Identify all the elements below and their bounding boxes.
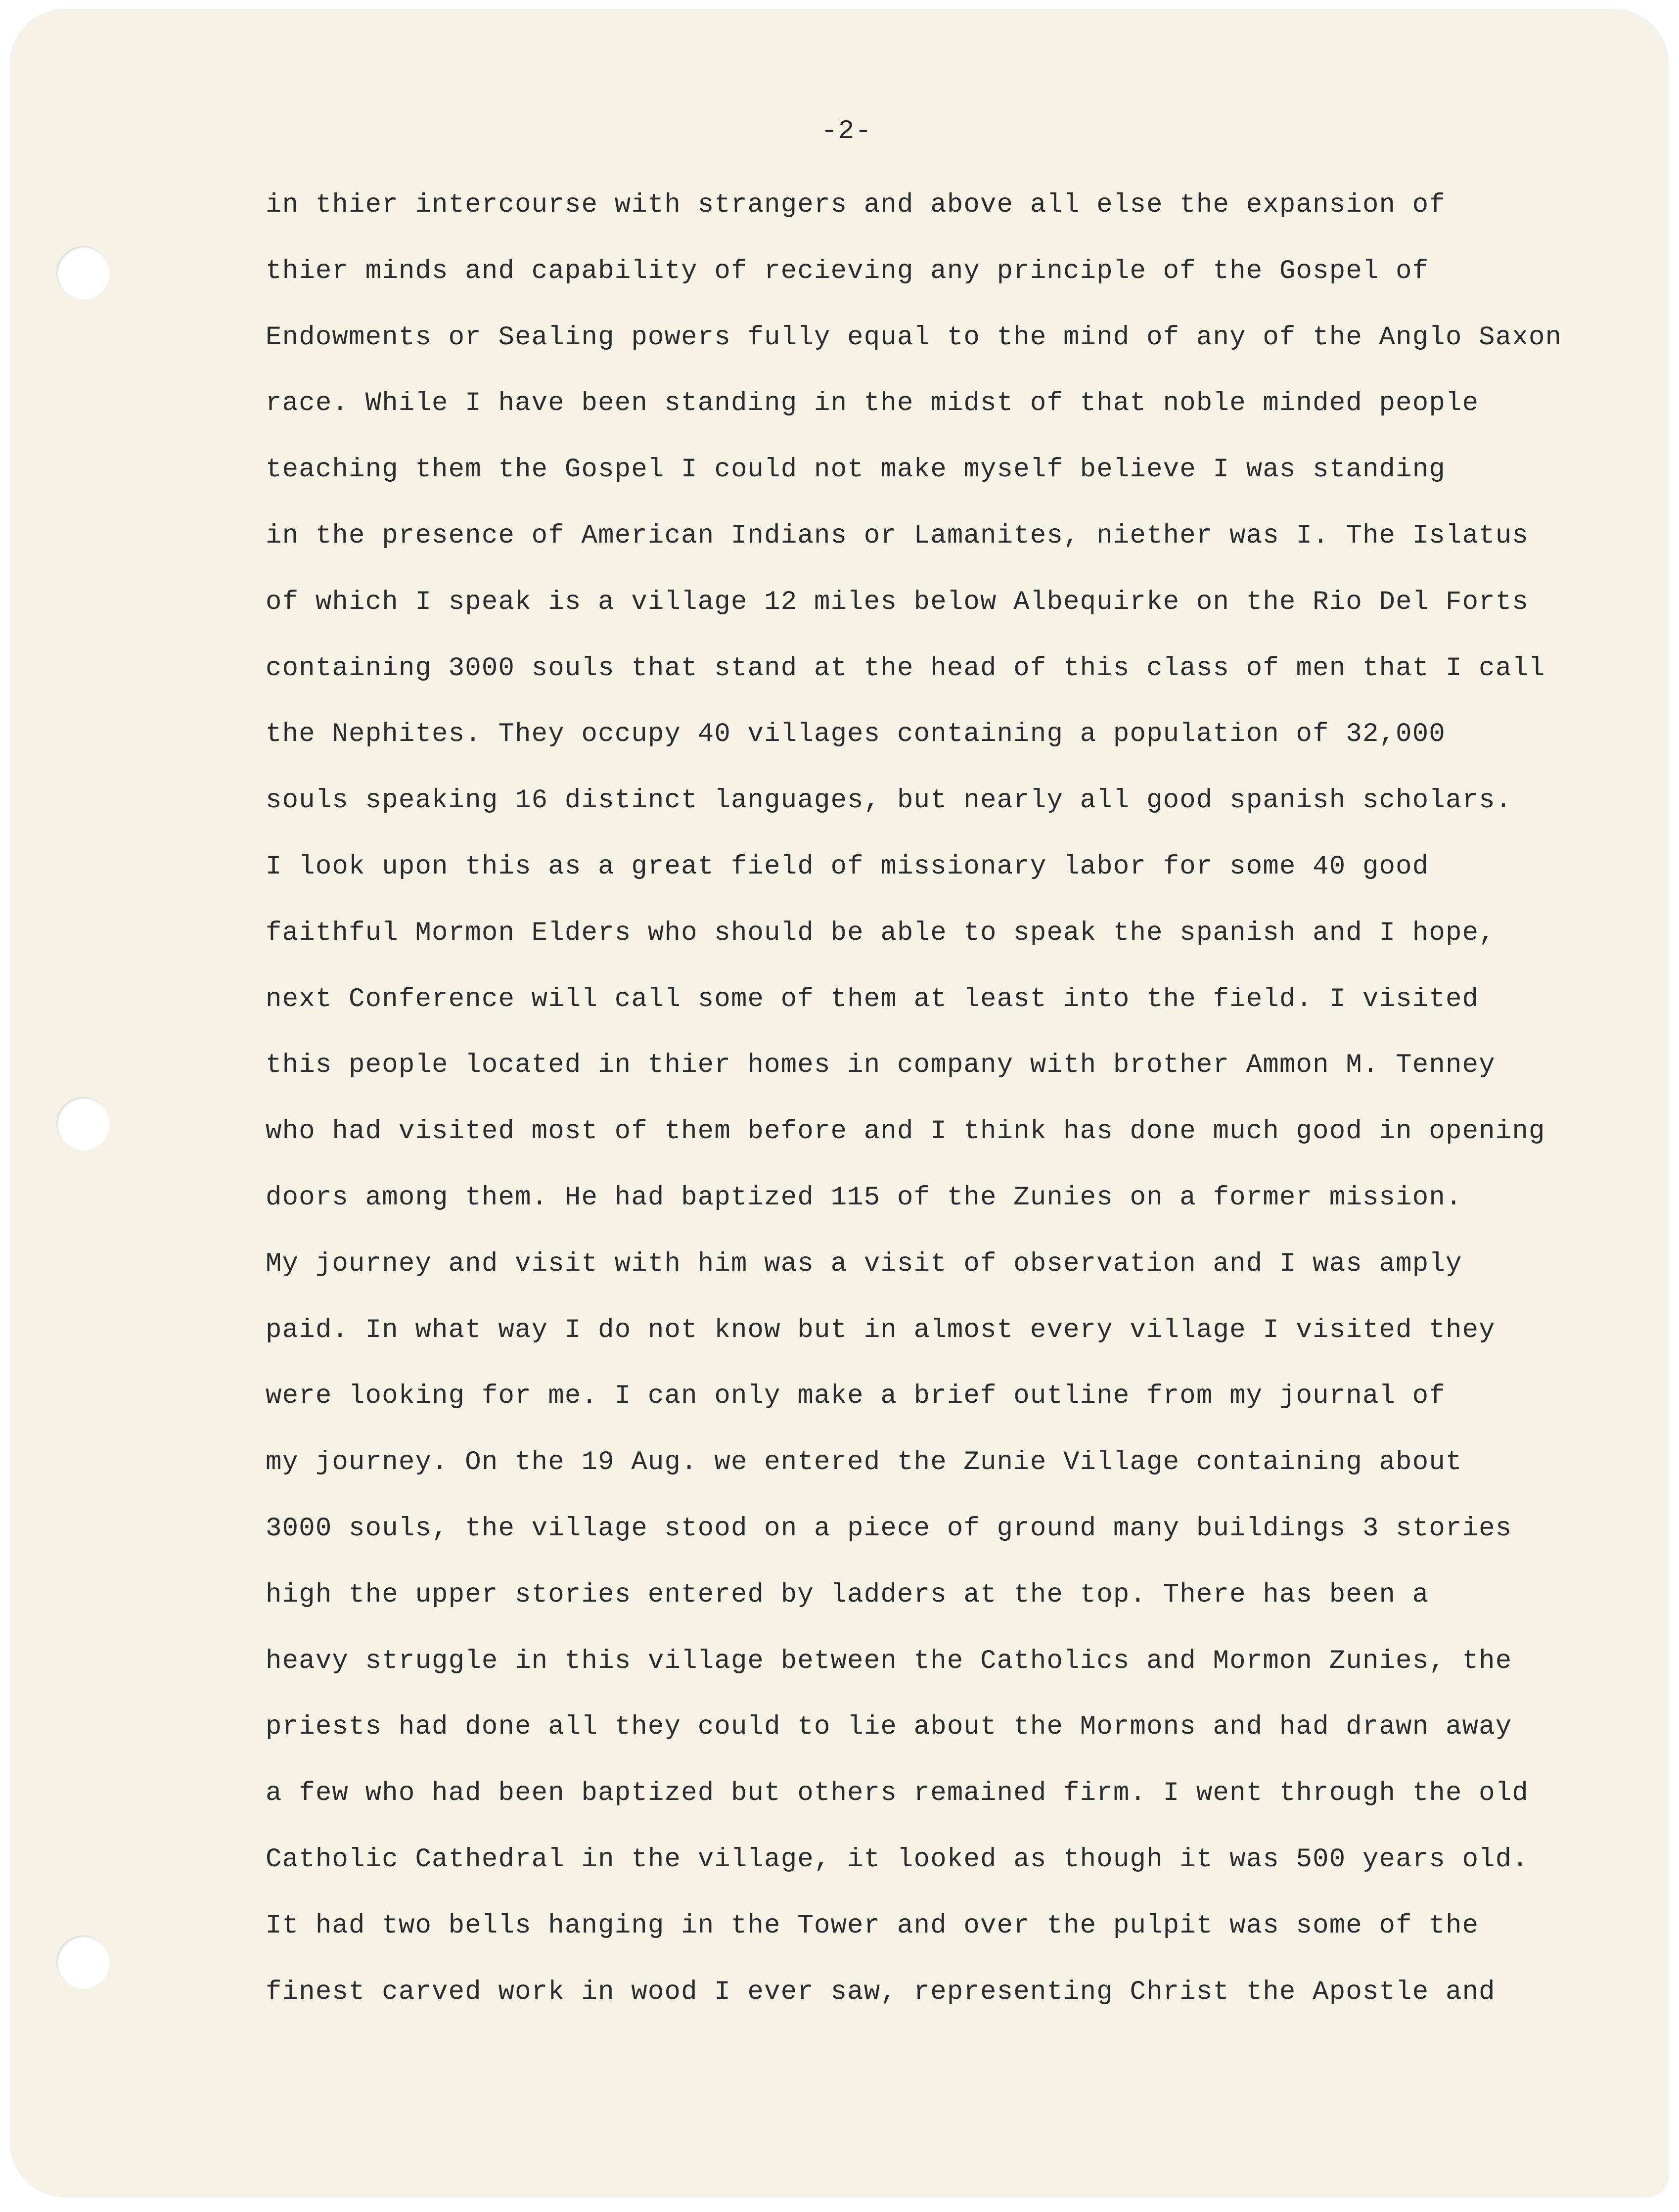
text-line: I look upon this as a great field of missionary labor for some 40 good [266, 851, 1429, 882]
text-line: souls speaking 16 distinct languages, but nearly all good spanish scholars. [266, 785, 1512, 816]
text-line: a few who had been baptized but others remained firm. I went through the old [266, 1778, 1529, 1809]
text-line: 3000 souls, the village stood on a piece of ground many buildings 3 stories [266, 1513, 1512, 1544]
text-line: Catholic Cathedral in the village, it looked as though it was 500 years old. [266, 1844, 1529, 1875]
text-line: heavy struggle in this village between the Catholics and Mormon Zunies, the [266, 1646, 1512, 1676]
text-line: Endowments or Sealing powers fully equal to the mind of any of the Anglo Saxon [266, 322, 1562, 353]
text-line: were looking for me. I can only make a brief outline from my journal of [266, 1381, 1446, 1412]
page-text [266, 185, 1621, 2038]
text-line: this people located in thier homes in company with brother Ammon M. Tenney [266, 1050, 1496, 1081]
text-line: My journey and visit with him was a visit of observation and I was amply [266, 1248, 1462, 1279]
text-line: in the presence of American Indians or Lamanites, niether was I. The Islatus [266, 520, 1529, 551]
text-line: containing 3000 souls that stand at the head of this class of men that I call [266, 653, 1545, 684]
text-line: the Nephites. They occupy 40 villages containing a population of 32,000 [266, 719, 1446, 750]
text-line: It had two bells hanging in the Tower and over the pulpit was some of the [266, 1910, 1479, 1941]
text-line: next Conference will call some of them at least into the field. I visited [266, 984, 1479, 1014]
text-line: finest carved work in wood I ever saw, representing Christ the Apostle and [266, 1977, 1496, 2007]
text-line: my journey. On the 19 Aug. we entered the Zunie Village containing about [266, 1447, 1462, 1478]
punch-hole-bottom [56, 1936, 110, 1989]
text-line: thier minds and capability of recieving any principle of the Gospel of [266, 256, 1429, 286]
page-number: -2- [821, 116, 872, 146]
text-line: doors among them. He had baptized 115 of the Zunies on a former mission. [266, 1182, 1462, 1213]
text-line: teaching them the Gospel I could not make myself believe I was standing [266, 455, 1446, 485]
text-line: high the upper stories entered by ladders at the top. There has been a [266, 1579, 1429, 1610]
text-line: who had visited most of them before and I think has done much good in opening [266, 1116, 1545, 1147]
text-line: faithful Mormon Elders who should be able to speak the spanish and I hope, [266, 918, 1496, 948]
punch-hole-middle [56, 1097, 110, 1151]
text-line: of which I speak is a village 12 miles below Albequirke on the Rio Del Forts [266, 587, 1529, 617]
text-line: in thier intercourse with strangers and above all else the expansion of [266, 190, 1446, 220]
punch-hole-top [56, 246, 110, 300]
text-line: race. While I have been standing in the midst of that noble minded people [266, 388, 1479, 419]
text-line: paid. In what way I do not know but in almost every village I visited they [266, 1315, 1496, 1345]
typewritten-page [11, 10, 1668, 2196]
text-line: priests had done all they could to lie about the Mormons and had drawn away [266, 1712, 1512, 1743]
